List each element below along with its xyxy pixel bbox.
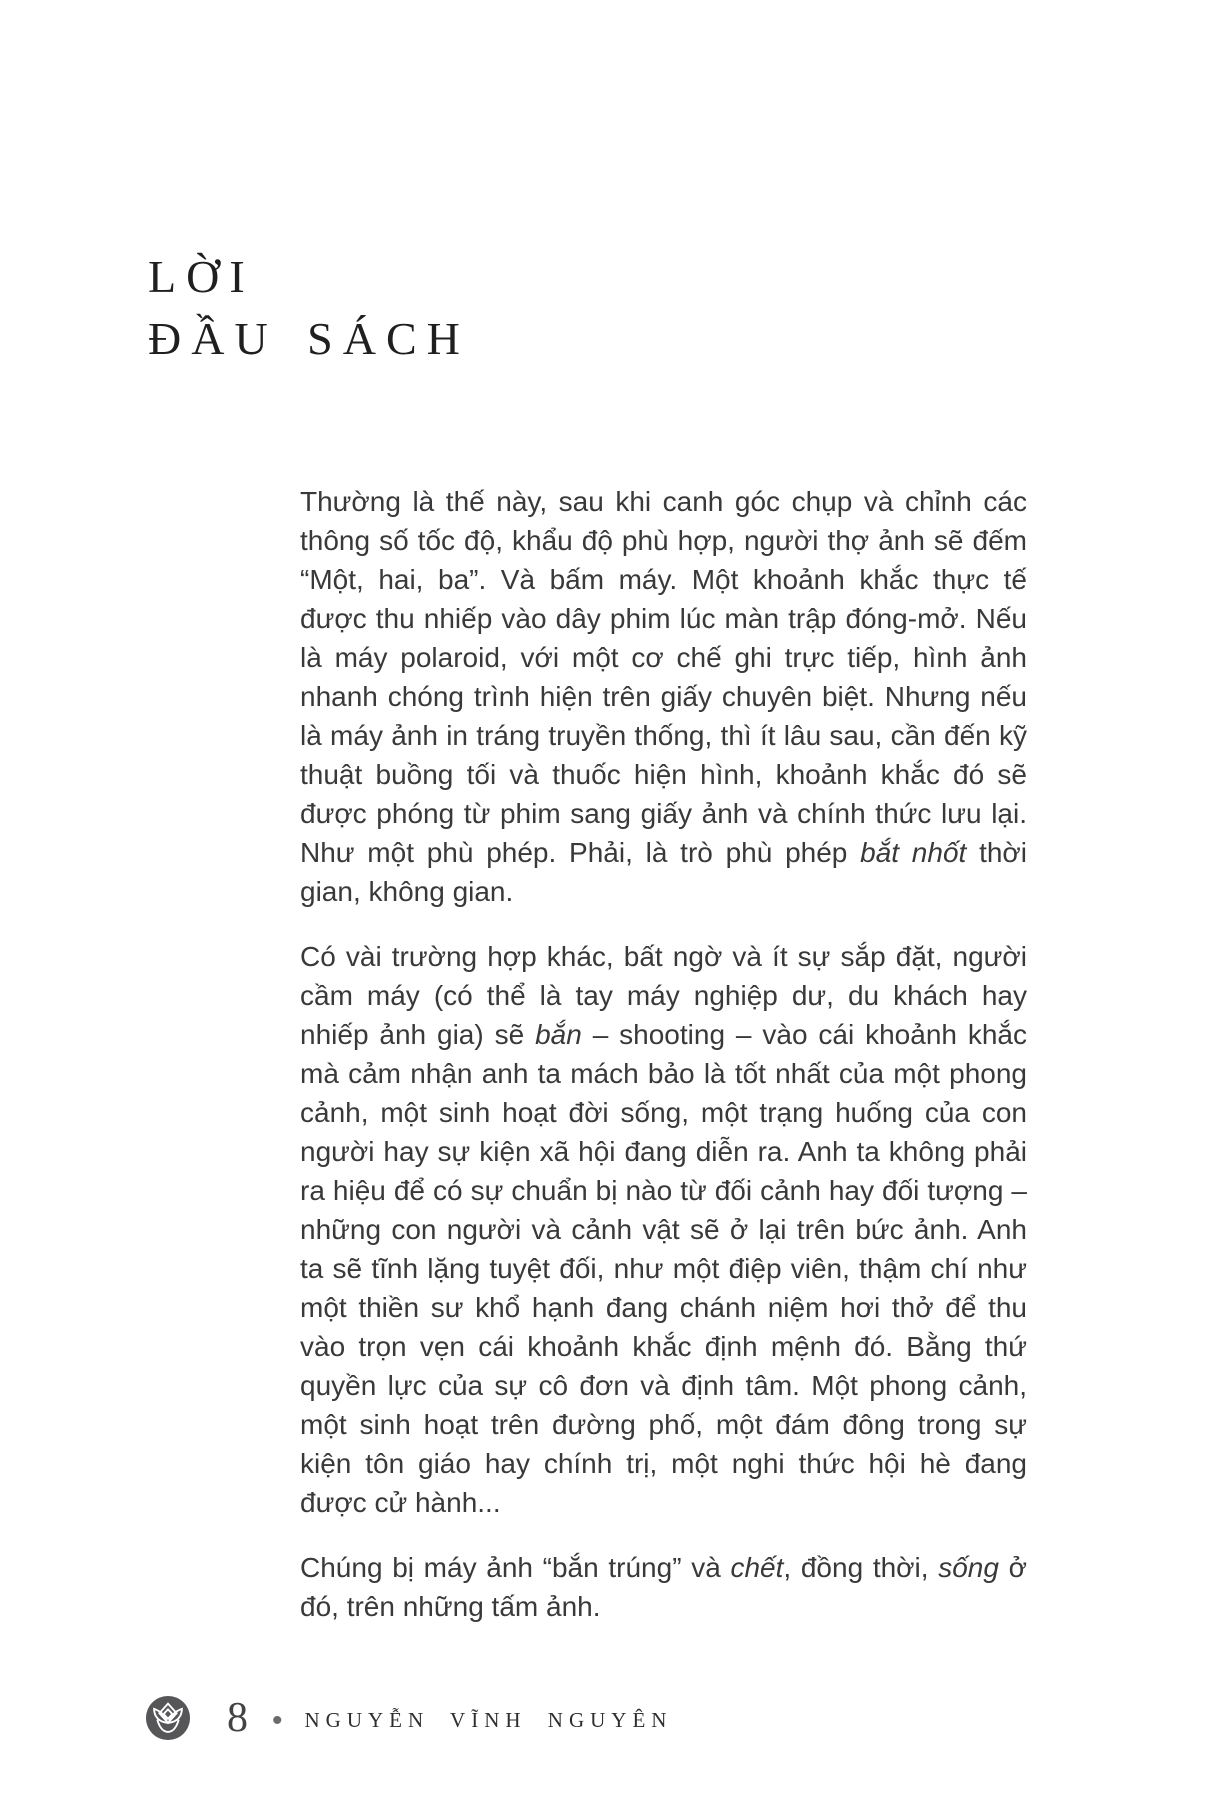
page-title [148, 246, 470, 370]
page-footer [145, 1695, 672, 1741]
text-run: Có vài trường hợp khác, bất ngờ và ít sự sắp đặt, người cầm máy (có thể là tay máy nghiệp dư, du khách hay nhiếp ảnh gia) sẽ [300, 941, 1027, 1050]
italic-text-run: bắt nhốt [860, 837, 967, 868]
separator-dot: • [272, 1704, 283, 1737]
paragraph [300, 1548, 1027, 1626]
text-run: thời gian, không gian. [300, 837, 1028, 907]
italic-text-run: bắn [535, 1019, 582, 1050]
text-run: Thường là thế này, sau khi canh góc chụp và chỉnh các thông số tốc độ, khẩu độ phù hợp, người thợ ảnh sẽ đếm “Một, hai, ba”. Và bấm máy. Một khoảnh khắc thực tế được thu nhiếp vào dây phim lúc màn trập đóng-mở. Nếu là máy polaroid, với một cơ chế ghi trực tiếp, hình ảnh nhanh chóng trình hiện trên giấy chuyên biệt. Nhưng nếu là máy ảnh in tráng truyền thống, thì ít lâu sau, cần đến kỹ thuật buồng tối và thuốc hiện hình, khoảnh khắc đó sẽ được phóng từ phim sang giấy ảnh và chính thức lưu lại. Như một phù phép. Phải, là trò phù phép [300, 486, 1027, 868]
page-title-line-1: LỜI [148, 251, 255, 302]
text-run: Chúng bị máy ảnh “bắn trúng” và [300, 1552, 731, 1583]
lotus-emblem-icon [145, 1695, 191, 1741]
text-run: – shooting – vào cái khoảnh khắc mà cảm nhận anh ta mách bảo là tốt nhất của một phong cảnh, một sinh hoạt đời sống, một trạng huống của con người hay sự kiện xã hội đang diễn ra. Anh ta không phải ra hiệu để có sự chuẩn bị nào từ đối cảnh hay đối tượng – những con người và cảnh vật sẽ ở lại trên bức ảnh. Anh ta sẽ tĩnh lặng tuyệt đối, như một điệp viên, thậm chí như một thiền sư khổ hạnh đang chánh niệm hơi thở để thu vào trọn vẹn cái khoảnh khắc định mệnh đó. Bằng thứ quyền lực của sự cô đơn và định tâm. Một phong cảnh, một sinh hoạt trên đường phố, một đám đông trong sự kiện tôn giáo hay chính trị, một nghi thức hội hè đang được cử hành... [300, 1019, 1028, 1518]
paragraph [300, 937, 1027, 1522]
page-number: 8 [227, 1695, 248, 1741]
body-text [300, 482, 1027, 1652]
italic-text-run: chết [730, 1552, 784, 1583]
paragraph [300, 482, 1027, 911]
text-run: , đồng thời, [783, 1552, 939, 1583]
page-title-line-2: ĐẦU SÁCH [148, 313, 470, 364]
italic-text-run: sống [938, 1552, 999, 1583]
author-name: NGUYỄN VĨNH NGUYÊN [304, 1707, 673, 1732]
text-run: ở đó, trên những tấm ảnh. [300, 1552, 1027, 1622]
